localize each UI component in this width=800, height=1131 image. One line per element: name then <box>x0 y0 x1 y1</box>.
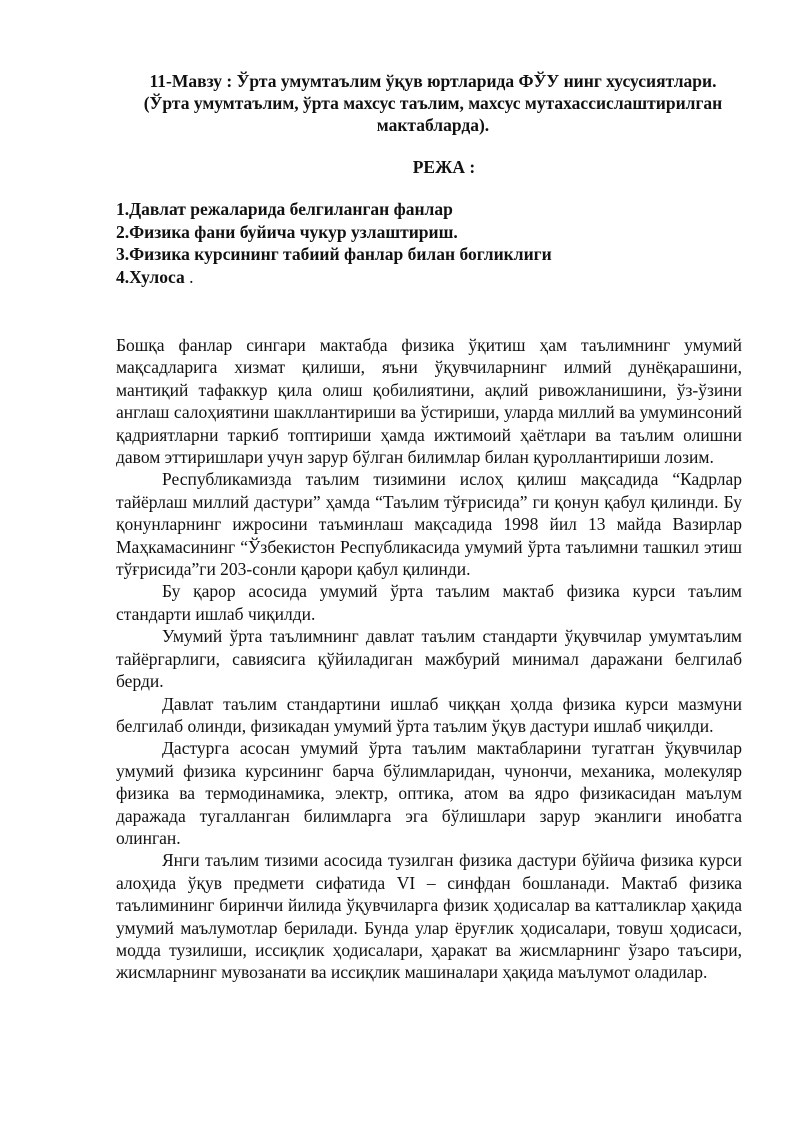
title-line-3: мактабларда). <box>376 115 490 135</box>
plan-item-text: 4.Хулоса <box>116 266 185 287</box>
title-line-2: (Ўрта умумтаълим, ўрта махсус таълим, махсус мутахассислаштирилган <box>143 93 723 113</box>
paragraph: Дастурга асосан умумий ўрта таълим мактабларини тугатган ўқувчилар умумий физика курсининг барча бўлимларидан, чунончи, механика, молекуляр физика ва термодинамика, электр, оптика, атом ва ядро физикасидан маълум даражада тугалланган билимларга эга бўлишлари зарур эканлиги инобатга олинган. <box>116 738 742 848</box>
document-page <box>116 70 742 984</box>
document-title <box>116 70 742 136</box>
plan-item-text: 3.Физика курсининг табиий фанлар билан богликлиги <box>116 244 552 264</box>
plan-item-tail: . <box>184 266 194 287</box>
plan-list <box>116 198 742 288</box>
paragraph: Давлат таълим стандартини ишлаб чиққан ҳолда физика курси мазмуни белгилаб олинди, физикадан умумий ўрта таълим ўқув дастури ишлаб чиқилди. <box>116 693 742 736</box>
plan-item <box>116 198 742 221</box>
paragraph: Умумий ўрта таълимнинг давлат таълим стандарти ўқувчилар умумтаълим тайёргарлиги, савиясига қўйиладиган мажбурий минимал даражани белгилаб берди. <box>116 626 742 692</box>
paragraph: Бошқа фанлар сингари мактабда физика ўқитиш ҳам таълимнинг умумий мақсадларига хизмат қилиши, яъни ўқувчиларнинг илмий дунёқарашини, мантиқий тафаккур қила олиш қобилиятини, ақлий ривожланишини, ўз-ўзини англаш салоҳиятини шакллантириши ва ўстириши, уларда миллий ва умуминсоний қадриятларни таркиб топтириши ҳамда ижтимоий ҳаётлари ва таълим олишни давом эттиришлари учун зарур бўлган билимлар билан қуроллантириши лозим. <box>116 335 742 468</box>
paragraph: Республикамизда таълим тизимини ислоҳ қилиш мақсадида “Кадрлар тайёрлаш миллий дастури” ҳамда “Таълим тўғрисида” ги қонун қабул қилинди. Бу қонунларнинг ижросини таъминлаш мақсадида 1998 йил 13 майда Вазирлар Маҳкамасининг “Ўзбекистон Республикасида умумий ўрта таълимни ташкил этиш тўғрисида”ги 203-сонли қарори қабул қилинди. <box>116 469 742 580</box>
paragraph: Янги таълим тизими асосида тузилган физика дастури бўйича физика курси алоҳида ўқув предмети сифатида VI – синфдан бошланади. Мактаб физика таълимининг биринчи йилида ўқувчиларга физик ҳодисалар ва катталиклар ҳақида умумий маълумотлар берилади. Бунда улар ёруғлик ҳодисалари, товуш ҳодисаси, модда тузилиши, иссиқлик ҳодисалари, ҳаракат ва жисмларнинг ўзаро таъсири, жисмларнинг мувозанати ва иссиқлик машиналари ҳақида маълумот оладилар. <box>116 850 742 983</box>
plan-item <box>116 243 742 266</box>
plan-item-text: 2.Физика фани буйича чукур узлаштириш. <box>116 221 458 242</box>
title-line-1: 11-Мавзу : Ўрта умумтаълим ўқув юртларида ФЎУ нинг хусусиятлари. <box>149 71 717 91</box>
plan-item <box>116 266 742 289</box>
plan-item <box>116 221 742 244</box>
paragraph: Бу қарор асосида умумий ўрта таълим мактаб физика курси таълим стандарти ишлаб чиқилди. <box>116 581 742 624</box>
plan-heading: РЕЖА : <box>412 157 476 177</box>
plan-item-text: 1.Давлат режаларида белгиланган фанлар <box>116 199 453 219</box>
body-text <box>116 334 742 984</box>
